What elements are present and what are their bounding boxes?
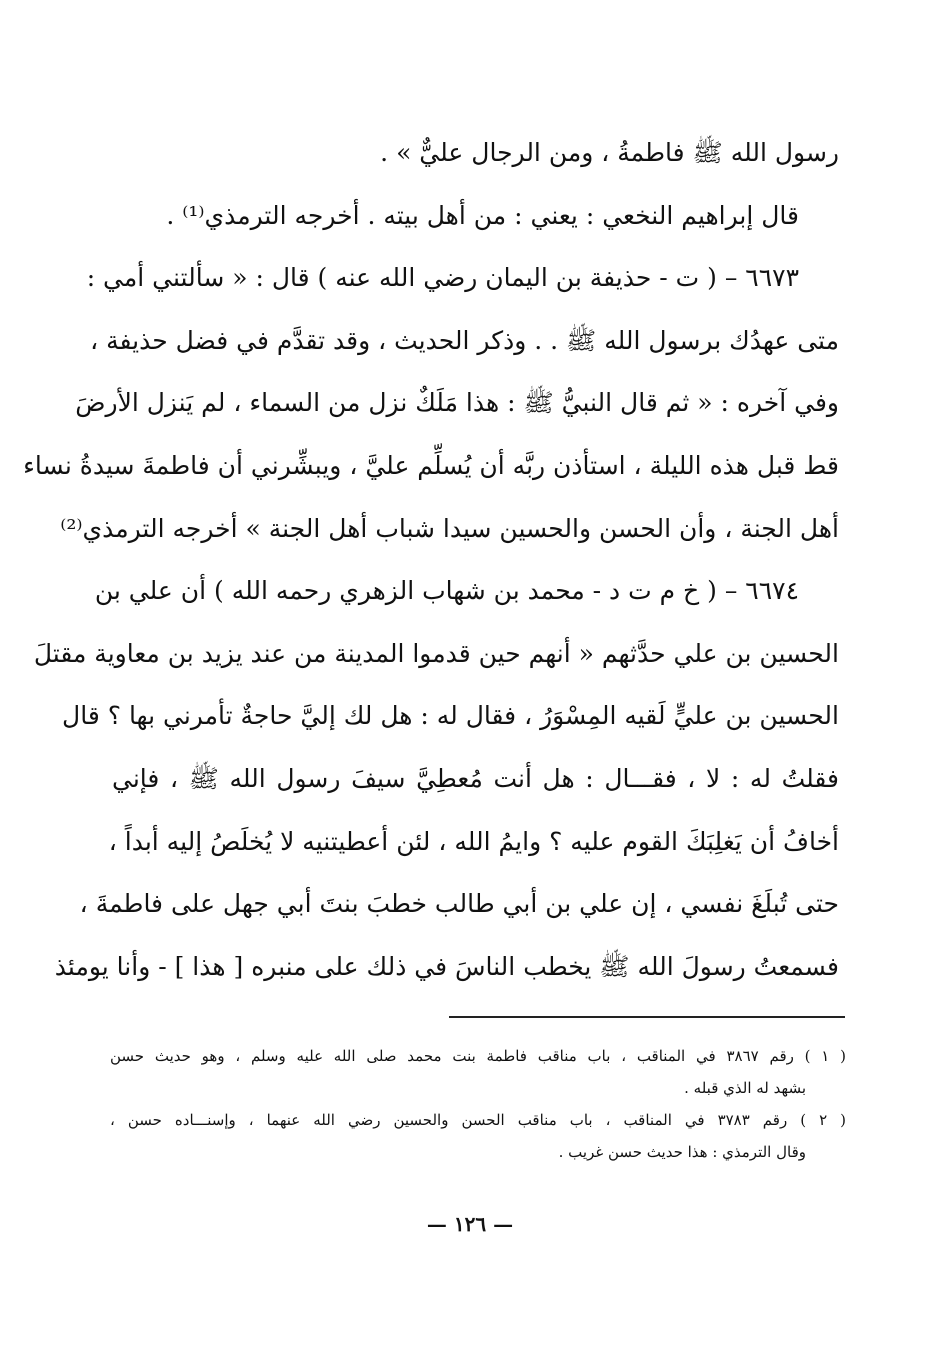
- text-line: أخافُ أن يَغلِبَكَ القوم عليه ؟ وايمُ الله ، لئن أعطيتنيه لا يُخلَصُ إليه أبداً ،: [108, 826, 839, 856]
- footnotes: [110, 1040, 846, 1168]
- footnote-1-continuation: بشهد له الذي قبله .: [684, 1079, 806, 1097]
- text-line: حتى تُبلَغَ نفسي ، إن علي بن أبي طالب خطبَ بنتَ أبي جهل على فاطمةَ ،: [79, 889, 839, 919]
- footnote-2: ( ٢ ) رقم ٣٧٨٣ في المناقب ، باب مناقب الحسن والحسين رضي الله عنهما ، وإسنـــاده حسن ،: [110, 1111, 847, 1129]
- main-text-block: [23, 122, 839, 998]
- hadith-heading-6674: ٦٦٧٤ – ( خ م ت د - محمد بن شهاب الزهري رحمه الله ) أن علي بن: [94, 576, 799, 606]
- text-line: الحسين بن عليٍّ لَقيه المِسْوَرُ ، فقال له : هل لك إليَّ حاجةٌ تأمرني بها ؟ قال: [62, 701, 839, 731]
- page-number: — ١٢٦ —: [426, 1212, 514, 1236]
- text-line: قط قبل هذه الليلة ، استأذن ربَّه أن يُسلِّم عليَّ ، ويبشِّرني أن فاطمةَ سيدةُ نساء: [23, 450, 839, 480]
- text-line: متى عهدُك برسول الله ﷺ . . وذكر الحديث ، وقد تقدَّم في فضل حذيفة ،: [90, 325, 839, 355]
- footnote-1: ( ١ ) رقم ٣٨٦٧ في المناقب ، باب مناقب فاطمة بنت محمد صلى الله عليه وسلم ، وهو حديث حسن: [110, 1047, 846, 1065]
- text-line: فسمعتُ رسولَ الله ﷺ يخطب الناسَ في ذلك على منبره [ هذا ] - وأنا يومئذ: [54, 951, 839, 981]
- text-line: رسول الله ﷺ فاطمةُ ، ومن الرجال عليٌّ » .: [380, 138, 839, 167]
- text-line: الحسين بن علي حدَّثهم « أنهم حين قدموا المدينة من عند يزيد بن معاوية مقتلَ: [33, 638, 839, 668]
- footnote-2-continuation: وقال الترمذي : هذا حديث حسن غريب .: [558, 1143, 806, 1161]
- text-line: فقلتُ له : لا ، فقـــال : هل أنت مُعطِيَّ سيفَ رسول الله ﷺ ، فإني: [112, 763, 839, 793]
- text-line: وفي آخره : « ثم قال النبيُّ ﷺ : هذا مَلَكٌ نزل من السماء ، لم يَنزل الأرضَ: [75, 388, 839, 418]
- footnote-divider: [449, 1016, 845, 1018]
- hadith-heading-6673: ٦٦٧٣ – ( ت - حذيفة بن اليمان رضي الله عنه ) قال : « سألتني أمي :: [86, 263, 799, 293]
- text-line: قال إبراهيم النخعي : يعني : من أهل بيته . أخرجه الترمذي⁽¹⁾ .: [166, 200, 799, 230]
- text-line: أهل الجنة ، وأن الحسن والحسين سيدا شباب أهل الجنة » أخرجه الترمذي⁽²⁾: [60, 513, 839, 543]
